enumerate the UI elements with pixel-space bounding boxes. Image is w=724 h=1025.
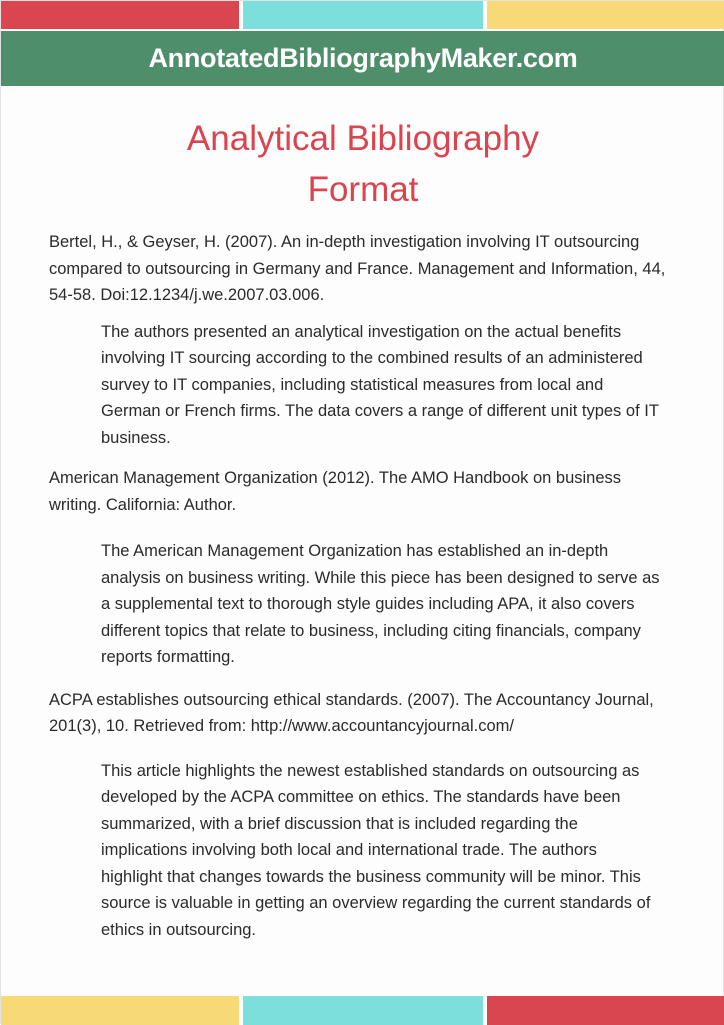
citation-text: Bertel, H., & Geyser, H. (2007). An in-depth investigation involving IT outsourcing compared to outsourcing in Germany and France. Management and Information, 44, 54-58. Doi:12.1234/j.we.2007.03.006. (49, 233, 666, 304)
citation-text: ACPA establishes outsourcing ethical standards. (2007). The Accountancy Journal, 201(3), 10. Retrieved from: http://www.accountancyjournal.com/ (49, 690, 654, 735)
brand-title: AnnotatedBibliographyMaker.com (148, 43, 578, 73)
annotation-text: The authors presented an analytical investigation on the actual benefits involving IT sourcing according to the combined results of an administered survey to IT companies, including statistical measures from local and German or French firms. The data covers a range of different unit types of IT business. (101, 322, 659, 447)
bibliography-entry (49, 229, 669, 451)
annotation-text: This article highlights the newest established standards on outsourcing as developed by the ACPA committee on ethics. The standards have been summarized, with a brief discussion that is included regarding the implications involving both local and international trade. The authors highlight that changes towards the business community will be minor. This source is valuable in getting an overview regarding the current standards of ethics in outsourcing. (101, 761, 651, 939)
bibliography-content (49, 229, 669, 949)
page-title-line-2: Format (307, 170, 419, 209)
citation-text: American Management Organization (2012). The AMO Handbook on business writing. California: Author. (49, 469, 622, 514)
bottom-yellow-band (1, 996, 239, 1025)
bibliography-entry (49, 687, 669, 944)
top-yellow-band (487, 1, 724, 29)
top-red-band (1, 1, 239, 29)
top-decorative-bands (1, 1, 724, 29)
bottom-red-band (487, 996, 724, 1025)
page-title (1, 113, 724, 215)
bibliography-entry (49, 465, 669, 671)
top-teal-band (243, 1, 483, 29)
page-title-line-1: Analytical Bibliography (186, 119, 540, 158)
bottom-decorative-bands (1, 996, 724, 1025)
annotation-text: The American Management Organization has established an in-depth analysis on business writing. While this piece has been designed to serve as a supplemental text to thorough style guides including APA, it also covers different topics that relate to business, including citing financials, company reports formatting. (101, 542, 660, 666)
bottom-teal-band (243, 996, 483, 1025)
brand-bar (1, 31, 724, 86)
